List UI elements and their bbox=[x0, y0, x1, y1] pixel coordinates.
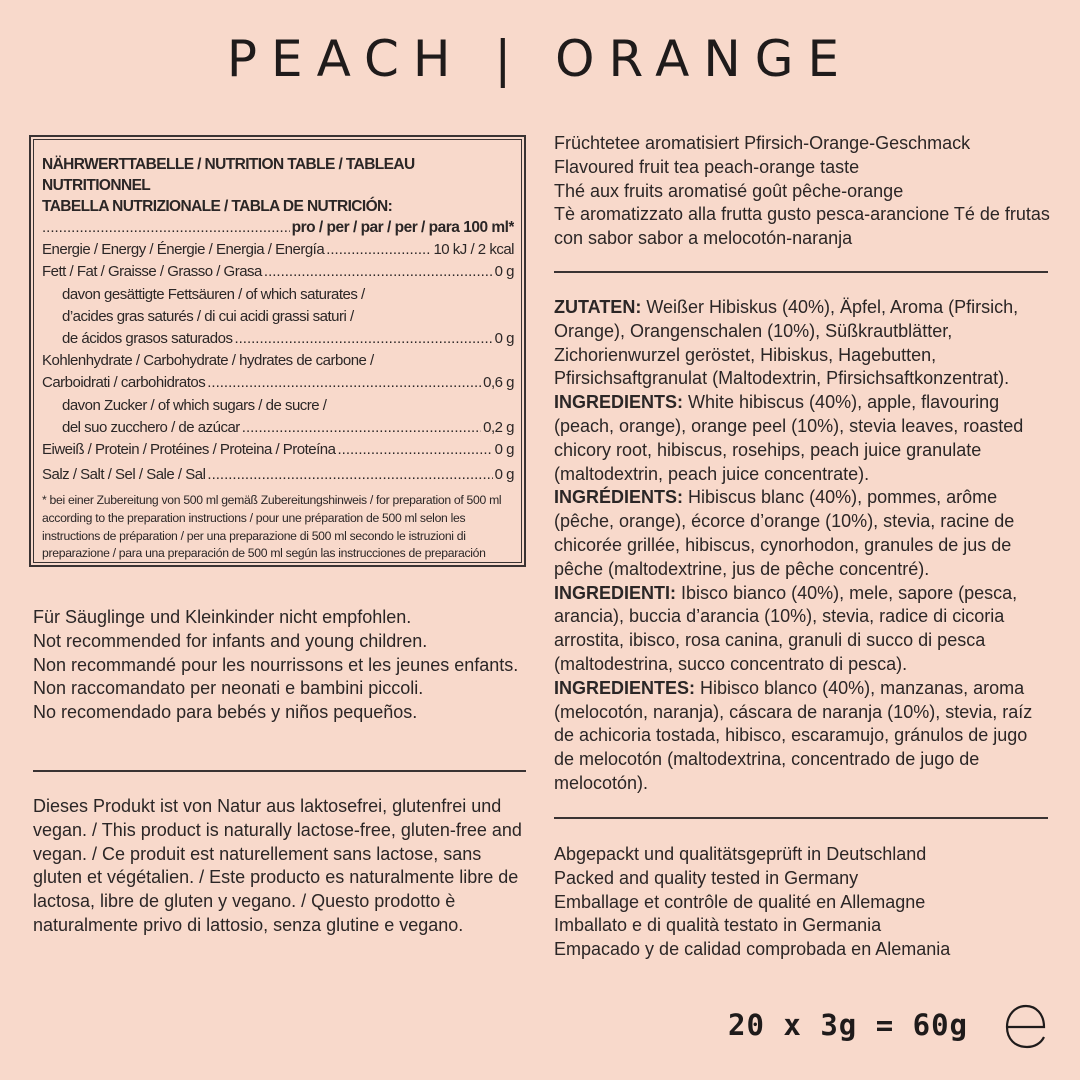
nutrition-row-saturates-l2: d’acides gras saturés / di cui acidi grassi saturi / bbox=[62, 307, 354, 325]
nutrition-per-row bbox=[42, 217, 514, 239]
nutrition-row-carbs-l1: Kohlenhydrate / Carbohydrate / hydrates de carbone / bbox=[42, 352, 374, 370]
warning-line: Non raccomandato per neonati e bambini piccoli. bbox=[33, 678, 424, 699]
nutrition-heading-1: NÄHRWERTTABELLE / NUTRITION TABLE / TABLEAU NUTRITIONNEL bbox=[42, 156, 415, 194]
packed-line: Empacado y de calidad comprobada en Alemania bbox=[554, 939, 951, 960]
nutrition-row-energy: Energie / Energy / Énergie / Energia / Energía ..... 10 kJ / 2 kcal bbox=[42, 239, 514, 261]
ingredients bbox=[554, 296, 1050, 796]
nutrition-row-sugars: del suo zucchero / de azúcar ..... 0,2 g bbox=[42, 417, 514, 439]
nutrition-heading-2: TABELLA NUTRIZIONALE / TABLA DE NUTRICIÓN: bbox=[42, 198, 393, 215]
warning-line: Für Säuglinge und Kleinkinder nicht empfohlen. bbox=[33, 607, 412, 627]
ingredients-en: INGREDIENTS: White hibiscus (40%), apple, flavouring (peach, orange), orange peel (10%), stevia leaves, roasted chicory root, hibiscus, rosehips, peach juice granulate (maltodextrin, peach juice concentrate). bbox=[554, 392, 1024, 484]
nutrition-row-salt: Salz / Salt / Sel / Sale / Sal ..... 0 g bbox=[42, 464, 514, 486]
product-title: PEACH | ORANGE bbox=[226, 30, 854, 88]
description-line: Thé aux fruits aromatisé goût pêche-orange bbox=[554, 180, 904, 201]
nutrition-footnote: * bei einer Zubereitung von 500 ml gemäß Zubereitungshinweis / for preparation of 500 ml according to the preparation instructions / pour une préparation de 500 ml selon les instructions de préparation / per una preparazione di 500 ml secondo le istruzioni di preparazione / para una preparación de 500 ml según las instrucciones de preparación bbox=[42, 493, 502, 561]
ingredients-es: INGREDIENTES: Hibisco blanco (40%), manzanas, aroma (melocotón, naranja), cáscara de naranja (10%), stevia, raíz de achicoria tostada, hibisco, escaramujo, gránulos de jugo de melocotón (maltodextrina, concentrado de jugo de melocotón). bbox=[554, 677, 1033, 793]
warning-line: No recomendado para bebés y niños pequeños. bbox=[33, 702, 418, 723]
description bbox=[554, 132, 1054, 251]
ingredients-fr: INGRÉDIENTS: Hibiscus blanc (40%), pommes, arôme (pêche, orange), écorce d’orange (10%), stevia, racine de chicorée grillée, hibiscus, cynorhodon, granules de jus de pêche (maltodextrine, jus de pêche concentré). bbox=[554, 487, 1015, 579]
packed-line: Imballato e di qualità testato in Germania bbox=[554, 915, 882, 936]
warning-line: Not recommended for infants and young children. bbox=[33, 630, 428, 651]
divider bbox=[554, 817, 1048, 819]
description-line: Tè aromatizzato alla frutta gusto pesca-arancione Té de frutas con sabor sabor a melocotón-naranja bbox=[554, 204, 1050, 249]
packed-info bbox=[554, 843, 1054, 962]
package-weight: 20 x 3g = 60g bbox=[728, 1008, 968, 1042]
nutrition-row-protein: Eiweiß / Protein / Protéines / Proteina / Proteína ..... 0 g bbox=[42, 439, 514, 461]
nutrition-row-saturates-l1: davon gesättigte Fettsäuren / of which saturates / bbox=[62, 285, 365, 303]
nutrition-row-saturates: de ácidos grasos saturados ..... 0 g bbox=[42, 328, 514, 350]
packed-line: Emballage et contrôle de qualité en Allemagne bbox=[554, 891, 926, 912]
description-line: Früchtetee aromatisiert Pfirsich-Orange-Geschmack bbox=[554, 133, 971, 153]
dietary-statement: Dieses Produkt ist von Natur aus laktosefrei, glutenfrei und vegan. / This product is naturally lactose-free, gluten-free and vegan. / Ce produit est naturellement sans lactose, sans gluten et végétalien. / Este producto es naturalmente libre de lactosa, libre de gluten y vegano. / Questo prodotto è naturalmente privo di lattosio, senza glutine e vegano. bbox=[33, 796, 522, 935]
packed-line: Packed and quality tested in Germany bbox=[554, 867, 859, 888]
description-line: Flavoured fruit tea peach-orange taste bbox=[554, 156, 860, 177]
brand-logo-icon bbox=[1002, 1000, 1050, 1052]
ingredients-de: ZUTATEN: Weißer Hibiskus (40%), Äpfel, Aroma (Pfirsich, Orange), Orangenschalen (10%), Süßkrautblätter, Zichorienwurzel geröstet, Hibiskus, Hagebutten, Pfirsichsaftgranulat (Maltodextrin, Pfirsichsaftkonzentrat). bbox=[554, 297, 1019, 389]
divider bbox=[554, 271, 1048, 273]
nutrition-table bbox=[29, 135, 526, 567]
packed-line: Abgepackt und qualitätsgeprüft in Deutschland bbox=[554, 844, 927, 864]
ingredients-it: INGREDIENTI: Ibisco bianco (40%), mele, sapore (pesca, arancia), buccia d’arancia (10%), stevia, radice di cicoria arrostita, ibisco, rosa canina, granuli di succo di pesca (maltodestrina, succo concentrato di pesca). bbox=[554, 582, 1018, 674]
nutrition-row-sugars-l1: davon Zucker / of which sugars / de sucre / bbox=[62, 396, 327, 414]
nutrition-per-label: pro / per / par / per / para 100 ml* bbox=[291, 219, 514, 236]
warning-line: Non recommandé pour les nourrissons et les jeunes enfants. bbox=[33, 654, 519, 675]
nutrition-row-fat: Fett / Fat / Graisse / Grasso / Grasa ..... 0 g bbox=[42, 261, 514, 283]
divider bbox=[33, 770, 526, 772]
nutrition-row-carbs: Carboidrati / carbohidratos ..... 0,6 g bbox=[42, 372, 514, 394]
infant-warning bbox=[33, 606, 528, 725]
